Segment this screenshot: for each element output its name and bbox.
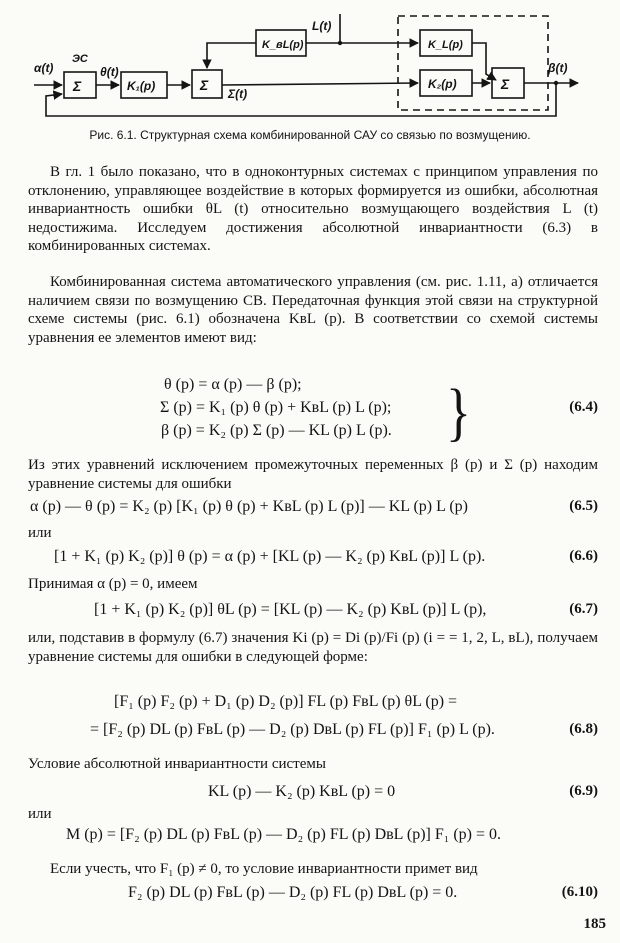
paragraph-7: Если учесть, что F₁ (p) ≠ 0, то условие инвариантности примет вид bbox=[50, 861, 478, 877]
eq-6-8-line-1: [F₁ (p) F₂ (p) + D₁ (p) D₂ (p)] FL (p) FвL (p) θL (p) = bbox=[114, 693, 458, 710]
eq-6-9: KL (p) — K₂ (p) KвL (p) = 0 bbox=[208, 783, 396, 800]
theta-label: θ(t) bbox=[100, 65, 119, 79]
eq-6-5-number: (6.5) bbox=[569, 498, 598, 514]
paragraph-1: В гл. 1 было показано, что в одноконтурных системах с принципом управления по отклонению, управляющее воздействие в которых формируется из ошибки, абсолютная инвариантность ошибки θL (t) относительно возмущающего воздействия L (t) недостижима. Исследуем достижения абсолютной инвариантности (6.3) в комбинированных системах. bbox=[28, 164, 598, 254]
eq-6-4-line-3: β (p) = K₂ (p) Σ (p) — KL (p) L (p). bbox=[161, 422, 392, 439]
eq-6-5: α (p) — θ (p) = K₂ (p) [K₁ (p) θ (p) + KвL (p) L (p)] — KL (p) L (p) bbox=[30, 498, 468, 515]
or-1: или bbox=[28, 525, 52, 541]
paragraph-2: Комбинированная система автоматического управления (см. рис. 1.11, а) отличается наличием связи по возмущению СВ. Передаточная функция этой связи на структурной схеме системы (рис. 6.1) обозначена KвL (p). В соответствии со схемой системы уравнения ее элементов имеют вид: bbox=[28, 274, 598, 346]
disturbance-label: L(t) bbox=[312, 19, 332, 33]
kbl-label: K_вL(p) bbox=[262, 39, 304, 51]
sum2-label: Σ bbox=[200, 77, 209, 93]
figure-caption: Рис. 6.1. Структурная схема комбинированной САУ со связью по возмущению. bbox=[89, 128, 531, 142]
kl-label: K_L(p) bbox=[428, 39, 463, 51]
paragraph-3: Из этих уравнений исключением промежуточных переменных β (p) и Σ (p) находим уравнение системы для ошибки bbox=[28, 457, 598, 492]
paragraph-4: Принимая α (p) = 0, имеем bbox=[28, 576, 198, 592]
block-diagram bbox=[0, 0, 620, 128]
sum3-label: Σ bbox=[501, 76, 510, 92]
eq-6-4-line-1: θ (p) = α (p) — β (p); bbox=[164, 376, 302, 393]
paragraph-6: Условие абсолютной инвариантности системы bbox=[28, 756, 326, 772]
eq-6-7-number: (6.7) bbox=[569, 601, 598, 617]
eq-6-10-number: (6.10) bbox=[561, 884, 598, 900]
k1-label: K₁(p) bbox=[127, 79, 156, 93]
input-label: α(t) bbox=[34, 61, 54, 75]
eq-6-9-number: (6.9) bbox=[569, 783, 598, 799]
system-brace: } bbox=[446, 377, 471, 449]
or-2: или bbox=[28, 806, 52, 822]
eq-6-4-number: (6.4) bbox=[569, 399, 598, 415]
ec-label: ЭС bbox=[72, 53, 88, 65]
sum1-label: Σ bbox=[73, 78, 82, 94]
eq-6-8-line-2: = [F₂ (p) DL (p) FвL (p) — D₂ (p) DвL (p) FL (p)] F₁ (p) L (p). bbox=[90, 721, 495, 738]
eq-6-6-number: (6.6) bbox=[569, 548, 598, 564]
eq-6-4-line-2: Σ (p) = K₁ (p) θ (p) + KвL (p) L (p); bbox=[160, 399, 392, 416]
page-number: 185 bbox=[583, 916, 606, 932]
eq-6-6: [1 + K₁ (p) K₂ (p)] θ (p) = α (p) + [KL (p) — K₂ (p) KвL (p)] L (p). bbox=[54, 548, 486, 565]
eq-6-8-number: (6.8) bbox=[569, 721, 598, 737]
sigma-label: Σ(t) bbox=[228, 87, 248, 101]
eq-6-7: [1 + K₁ (p) K₂ (p)] θL (p) = [KL (p) — K₂ (p) KвL (p)] L (p), bbox=[94, 601, 487, 618]
k2-label: K₂(p) bbox=[428, 77, 457, 91]
output-label: β(t) bbox=[548, 61, 568, 75]
paragraph-5: или, подставив в формулу (6.7) значения Ki (p) = Di (p)/Fi (p) (i = = 1, 2, L, вL), получаем уравнение системы для ошибки в следующей форме: bbox=[28, 630, 598, 665]
eq-6-10: F₂ (p) DL (p) FвL (p) — D₂ (p) FL (p) DвL (p) = 0. bbox=[128, 884, 458, 901]
eq-m: M (p) = [F₂ (p) DL (p) FвL (p) — D₂ (p) FL (p) DвL (p)] F₁ (p) = 0. bbox=[66, 826, 501, 843]
